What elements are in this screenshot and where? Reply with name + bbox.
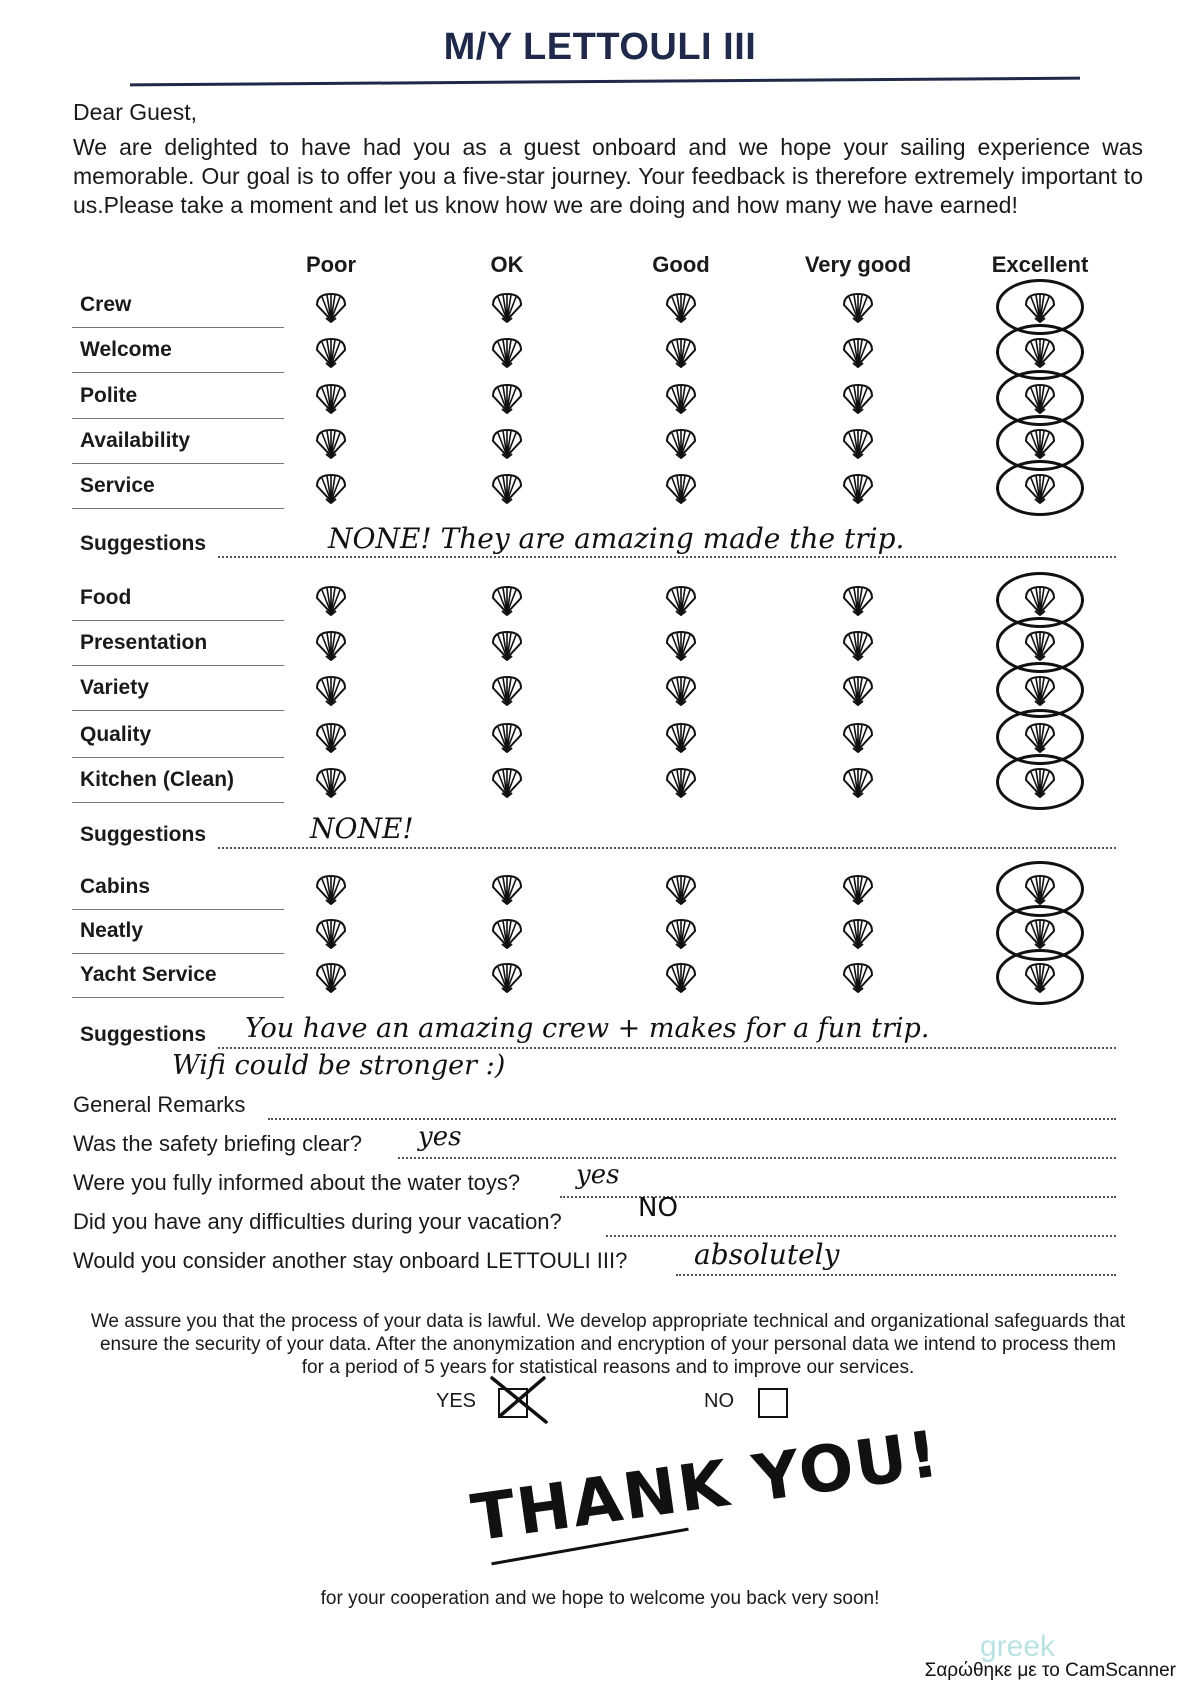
answer-another-stay: absolutely [694, 1238, 840, 1271]
suggestions-handwriting-3b: Wifi could be stronger :) [172, 1050, 506, 1081]
shell-icon[interactable] [664, 427, 698, 459]
row-label-welcome: Welcome [80, 338, 172, 361]
row-rule [72, 620, 284, 621]
rating-circle-service-excellent [996, 460, 1084, 516]
suggestions-label-2: Suggestions [80, 823, 207, 846]
row-rule [72, 508, 284, 509]
row-rule [72, 909, 284, 910]
answer-safety-briefing: yes [418, 1122, 462, 1152]
scanner-stamp: Σαρώθηκε με το CamScanner [924, 1660, 1176, 1681]
shell-icon[interactable] [314, 427, 348, 459]
shell-icon[interactable] [841, 873, 875, 905]
shell-icon[interactable] [490, 961, 524, 993]
shell-icon[interactable] [314, 382, 348, 414]
shell-icon[interactable] [841, 917, 875, 949]
row-rule [72, 802, 284, 803]
row-rule [72, 665, 284, 666]
answer-line-general-remarks [268, 1118, 1116, 1120]
greeting: Dear Guest, [73, 99, 197, 125]
intro-text: We are delighted to have had you as a guest onboard and we hope your sailing experience was memorable. Our goal is to offer you a five-star journey. Your feedback is therefore extremely important to us.Please take a moment and let us know how we are doing and how many we have earned! [73, 134, 1143, 218]
row-label-neatly: Neatly [80, 919, 144, 942]
answer-difficulties: NO [638, 1193, 678, 1223]
row-label-food: Food [80, 586, 132, 609]
shell-icon[interactable] [841, 427, 875, 459]
row-rule [72, 710, 284, 711]
row-label-yacht-service: Yacht Service [80, 963, 217, 986]
shell-icon[interactable] [664, 584, 698, 616]
shell-icon[interactable] [841, 584, 875, 616]
row-label-cabins: Cabins [80, 875, 151, 898]
closing-text: for your cooperation and we hope to welcome you back very soon! [320, 1588, 880, 1609]
row-label-variety: Variety [80, 676, 149, 699]
shell-icon[interactable] [490, 382, 524, 414]
shell-icon[interactable] [490, 917, 524, 949]
row-label-crew: Crew [80, 293, 132, 316]
privacy-line-1: We assure you that the process of your data is lawful. We develop appropriate technical and organizational safeguards that [90, 1311, 1126, 1332]
shell-icon[interactable] [664, 873, 698, 905]
shell-icon[interactable] [490, 291, 524, 323]
consent-no-checkbox[interactable] [758, 1388, 788, 1418]
consent-no-label: NO [704, 1390, 734, 1412]
suggestions-handwriting-3: You have an amazing crew + makes for a fun trip. [245, 1013, 930, 1044]
shell-icon[interactable] [841, 291, 875, 323]
row-rule [72, 327, 284, 328]
suggestions-line-2 [218, 847, 1116, 849]
shell-icon[interactable] [490, 584, 524, 616]
privacy-line-2: ensure the security of your data. After the anonymization and encryption of your personal data we intend to process them [99, 1334, 1117, 1355]
suggestions-line-3 [218, 1047, 1116, 1049]
watermark: greek [980, 1630, 1056, 1663]
row-label-quality: Quality [80, 723, 152, 746]
shell-icon[interactable] [664, 291, 698, 323]
answer-water-toys: yes [576, 1160, 620, 1190]
suggestions-label-1: Suggestions [80, 532, 207, 555]
shell-icon[interactable] [490, 674, 524, 706]
column-header-poor: Poor [305, 252, 357, 277]
row-label-polite: Polite [80, 384, 138, 407]
intro [73, 98, 1143, 220]
answer-line-difficulties [606, 1235, 1116, 1237]
shell-icon[interactable] [664, 472, 698, 504]
row-label-presentation: Presentation [80, 631, 208, 654]
shell-icon[interactable] [490, 427, 524, 459]
suggestions-line-1 [218, 556, 1116, 558]
shell-icon[interactable] [664, 961, 698, 993]
shell-icon[interactable] [664, 917, 698, 949]
thank-you-handwriting: THANK YOU! [467, 1417, 945, 1557]
shell-icon[interactable] [314, 873, 348, 905]
shell-icon[interactable] [841, 382, 875, 414]
row-label-service: Service [80, 474, 155, 497]
shell-icon[interactable] [314, 629, 348, 661]
question-another-stay: Would you consider another stay onboard LETTOULI III? [73, 1248, 628, 1273]
row-rule [72, 463, 284, 464]
row-rule [72, 997, 284, 998]
row-rule [72, 418, 284, 419]
shell-icon[interactable] [490, 629, 524, 661]
shell-icon[interactable] [314, 917, 348, 949]
shell-icon[interactable] [314, 721, 348, 753]
privacy-notice [73, 1310, 1143, 1379]
row-label-availability: Availability [80, 429, 191, 452]
question-difficulties: Did you have any difficulties during your vacation? [73, 1209, 562, 1234]
shell-icon[interactable] [841, 674, 875, 706]
shell-icon[interactable] [314, 584, 348, 616]
shell-icon[interactable] [314, 961, 348, 993]
shell-icon[interactable] [841, 721, 875, 753]
column-header-excellent: Excellent [991, 252, 1089, 277]
shell-icon[interactable] [664, 382, 698, 414]
form-title: M/Y LETTOULI III [443, 26, 757, 68]
answer-line-safety-briefing [398, 1157, 1116, 1159]
shell-icon[interactable] [314, 472, 348, 504]
suggestions-label-3: Suggestions [80, 1023, 207, 1046]
shell-icon[interactable] [314, 766, 348, 798]
title-rule [130, 77, 1080, 87]
shell-icon[interactable] [841, 961, 875, 993]
privacy-line-3: for a period of 5 years for statistical reasons and to improve our services. [301, 1357, 915, 1378]
consent-cross-mark [488, 1372, 550, 1428]
shell-icon[interactable] [841, 629, 875, 661]
row-rule [72, 953, 284, 954]
rating-circle-kitchen-clean-excellent [996, 754, 1084, 810]
shell-icon[interactable] [664, 674, 698, 706]
shell-icon[interactable] [664, 766, 698, 798]
consent-yes-label: YES [436, 1390, 477, 1412]
shell-icon[interactable] [490, 766, 524, 798]
shell-icon[interactable] [490, 721, 524, 753]
shell-icon[interactable] [841, 766, 875, 798]
shell-icon[interactable] [314, 674, 348, 706]
row-rule [72, 372, 284, 373]
rating-circle-yacht-service-excellent [996, 949, 1084, 1005]
suggestions-handwriting-1: NONE! They are amazing made the trip. [328, 522, 905, 555]
column-header-good: Good [652, 252, 710, 277]
row-label-kitchen-clean: Kitchen (Clean) [80, 768, 235, 791]
shell-icon[interactable] [664, 721, 698, 753]
shell-icon[interactable] [314, 291, 348, 323]
column-header-ok: OK [490, 252, 524, 277]
shell-icon[interactable] [664, 629, 698, 661]
column-header-very-good: Very good [804, 252, 912, 277]
shell-icon[interactable] [841, 336, 875, 368]
question-safety-briefing: Was the safety briefing clear? [73, 1131, 362, 1156]
shell-icon[interactable] [314, 336, 348, 368]
shell-icon[interactable] [490, 873, 524, 905]
shell-icon[interactable] [490, 336, 524, 368]
question-general-remarks: General Remarks [73, 1092, 246, 1117]
answer-line-another-stay [676, 1274, 1116, 1276]
row-rule [72, 757, 284, 758]
shell-icon[interactable] [841, 472, 875, 504]
question-water-toys: Were you fully informed about the water toys? [73, 1170, 521, 1195]
shell-icon[interactable] [490, 472, 524, 504]
shell-icon[interactable] [664, 336, 698, 368]
suggestions-handwriting-2: NONE! [310, 812, 414, 845]
